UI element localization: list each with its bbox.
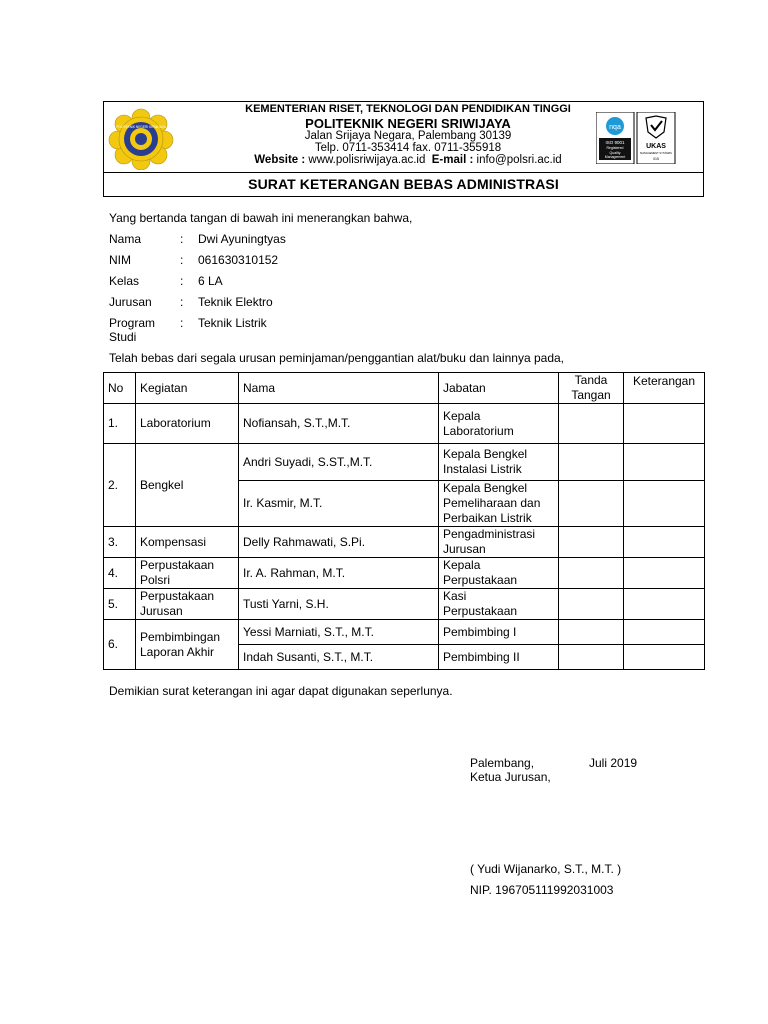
row-kegiatan: Kompensasi [136,527,239,558]
row-no: 2. [104,444,136,527]
polsri-logo [108,108,174,170]
clearance-table [103,372,705,670]
remarks-cell [624,527,705,558]
row-nama: Ir. A. Rahman, M.T. [239,558,439,589]
institution-name: POLITEKNIK NEGERI SRIWIJAYA [305,116,511,131]
intro-text: Yang bertanda tangan di bawah ini menerangkan bahwa, [109,211,413,225]
remarks-cell [624,558,705,589]
header-keterangan: Keterangan [624,373,705,404]
remarks-cell [624,645,705,670]
signature-cell [559,527,624,558]
field-label-nim: NIM [109,253,131,267]
row-jabatan: Kepala Bengkel Pemeliharaan dan Perbaikan Listrik [439,481,559,527]
header-jabatan: Jabatan [439,373,559,404]
cert-management: Management [604,155,626,159]
row-nama: Delly Rahmawati, S.Pi. [239,527,439,558]
email: info@polsri.ac.id [476,154,562,166]
row-no: 1. [104,404,136,444]
field-label-studi: Studi [109,330,137,344]
row-kegiatan: Pembimbingan Laporan Akhir [136,620,239,670]
row-nama: Nofiansah, S.T.,M.T. [239,404,439,444]
row-jabatan: Pembimbing I [439,620,559,645]
remarks-cell [624,481,705,527]
signature-date: Juli 2019 [589,756,638,770]
signatory-name: ( Yudi Wijanarko, S.T., M.T. ) [470,862,622,876]
certification-badges [596,112,676,164]
document-title: SURAT KETERANGAN BEBAS ADMINISTRASI [248,176,559,192]
signature-cell [559,404,624,444]
cert-quality: Quality [609,151,621,155]
field-label-kelas: Kelas [109,274,140,288]
signature-cell [559,589,624,620]
nqa-mark: nqa [609,124,621,131]
signatory-nip: NIP. 196705111992031003 [470,883,614,897]
field-colon: : [180,316,184,330]
field-label-program: Program [109,316,156,330]
row-jabatan: Kasi Perpustakaan [439,589,559,620]
row-nama: Indah Susanti, S.T., M.T. [239,645,439,670]
field-value-nim: 061630310152 [198,253,279,267]
field-value-nama: Dwi Ayuningtyas [198,232,286,246]
row-kegiatan: Bengkel [136,444,239,527]
cert-ukas: UKAS [646,143,666,150]
signature-cell [559,481,624,527]
row-jabatan: Kepala Perpustakaan [439,558,559,589]
row-nama: Ir. Kasmir, M.T. [239,481,439,527]
remarks-cell [624,404,705,444]
row-kegiatan: Perpustakaan Jurusan [136,589,239,620]
row-no: 3. [104,527,136,558]
signature-place: Palembang, [470,756,535,770]
remarks-cell [624,620,705,645]
table-row [104,444,705,481]
phone: Telp. 0711-353414 fax. 0711-355918 [314,142,502,154]
contact-line [180,154,636,166]
signature-cell [559,620,624,645]
field-colon: : [180,295,184,309]
signature-cell [559,444,624,481]
cert-ukas-sub: MANAGEMENT SYSTEMS [640,152,672,155]
row-jabatan: Kepala Bengkel Instalasi Listrik [439,444,559,481]
field-colon: : [180,232,184,246]
address: Jalan Srijaya Negara, Palembang 30139 [304,130,512,142]
cert-iso: ISO 9001 [605,140,625,145]
table-row [104,589,705,620]
signature-cell [559,645,624,670]
row-jabatan: Pengadministrasi Jurusan [439,527,559,558]
closing-text: Demikian surat keterangan ini agar dapat digunakan seperlunya. [109,684,453,698]
header-kegiatan: Kegiatan [136,373,239,404]
table-row [104,527,705,558]
header-tangan: Tangan [571,388,611,402]
row-no: 5. [104,589,136,620]
field-label-nama: Nama [109,232,142,246]
field-label-jurusan: Jurusan [109,295,152,309]
statement-text: Telah bebas dari segala urusan peminjaman/penggantian alat/buku dan lainnya pada, [109,351,564,365]
title-box [103,172,704,197]
row-jabatan: Pembimbing II [439,645,559,670]
signature-cell [559,558,624,589]
website-label: Website : [254,154,306,166]
table-row [104,404,705,444]
header-tanda: Tanda [574,373,608,387]
field-value-jurusan: Teknik Elektro [198,295,273,309]
row-nama: Yessi Marniati, S.T., M.T. [239,620,439,645]
header-nama: Nama [239,373,439,404]
email-label: E-mail : [431,154,474,166]
ministry-name: KEMENTERIAN RISET, TEKNOLOGI DAN PENDIDIKAN TINGGI [245,103,571,115]
cert-number: 015 [653,157,659,161]
logo-text: POLITEKNIK NEGERI SRIWIJAYA [116,125,166,129]
row-kegiatan: Perpustakaan Polsri [136,558,239,589]
field-value-kelas: 6 LA [198,274,223,288]
header-no: No [104,373,136,404]
header-tanda-tangan [559,373,624,404]
table-header-row [104,373,705,404]
table-row [104,558,705,589]
cert-registered: Registered [606,146,624,150]
row-no: 6. [104,620,136,670]
website: www.polisriwijaya.ac.id [308,154,426,166]
row-jabatan: Kepala Laboratorium [439,404,559,444]
row-nama: Andri Suyadi, S.ST.,M.T. [239,444,439,481]
row-no: 4. [104,558,136,589]
row-nama: Tusti Yarni, S.H. [239,589,439,620]
field-colon: : [180,274,184,288]
remarks-cell [624,589,705,620]
field-value-program-studi: Teknik Listrik [198,316,267,330]
table-row [104,620,705,645]
signature-position: Ketua Jurusan, [470,770,551,784]
remarks-cell [624,444,705,481]
field-colon: : [180,253,184,267]
row-kegiatan: Laboratorium [136,404,239,444]
